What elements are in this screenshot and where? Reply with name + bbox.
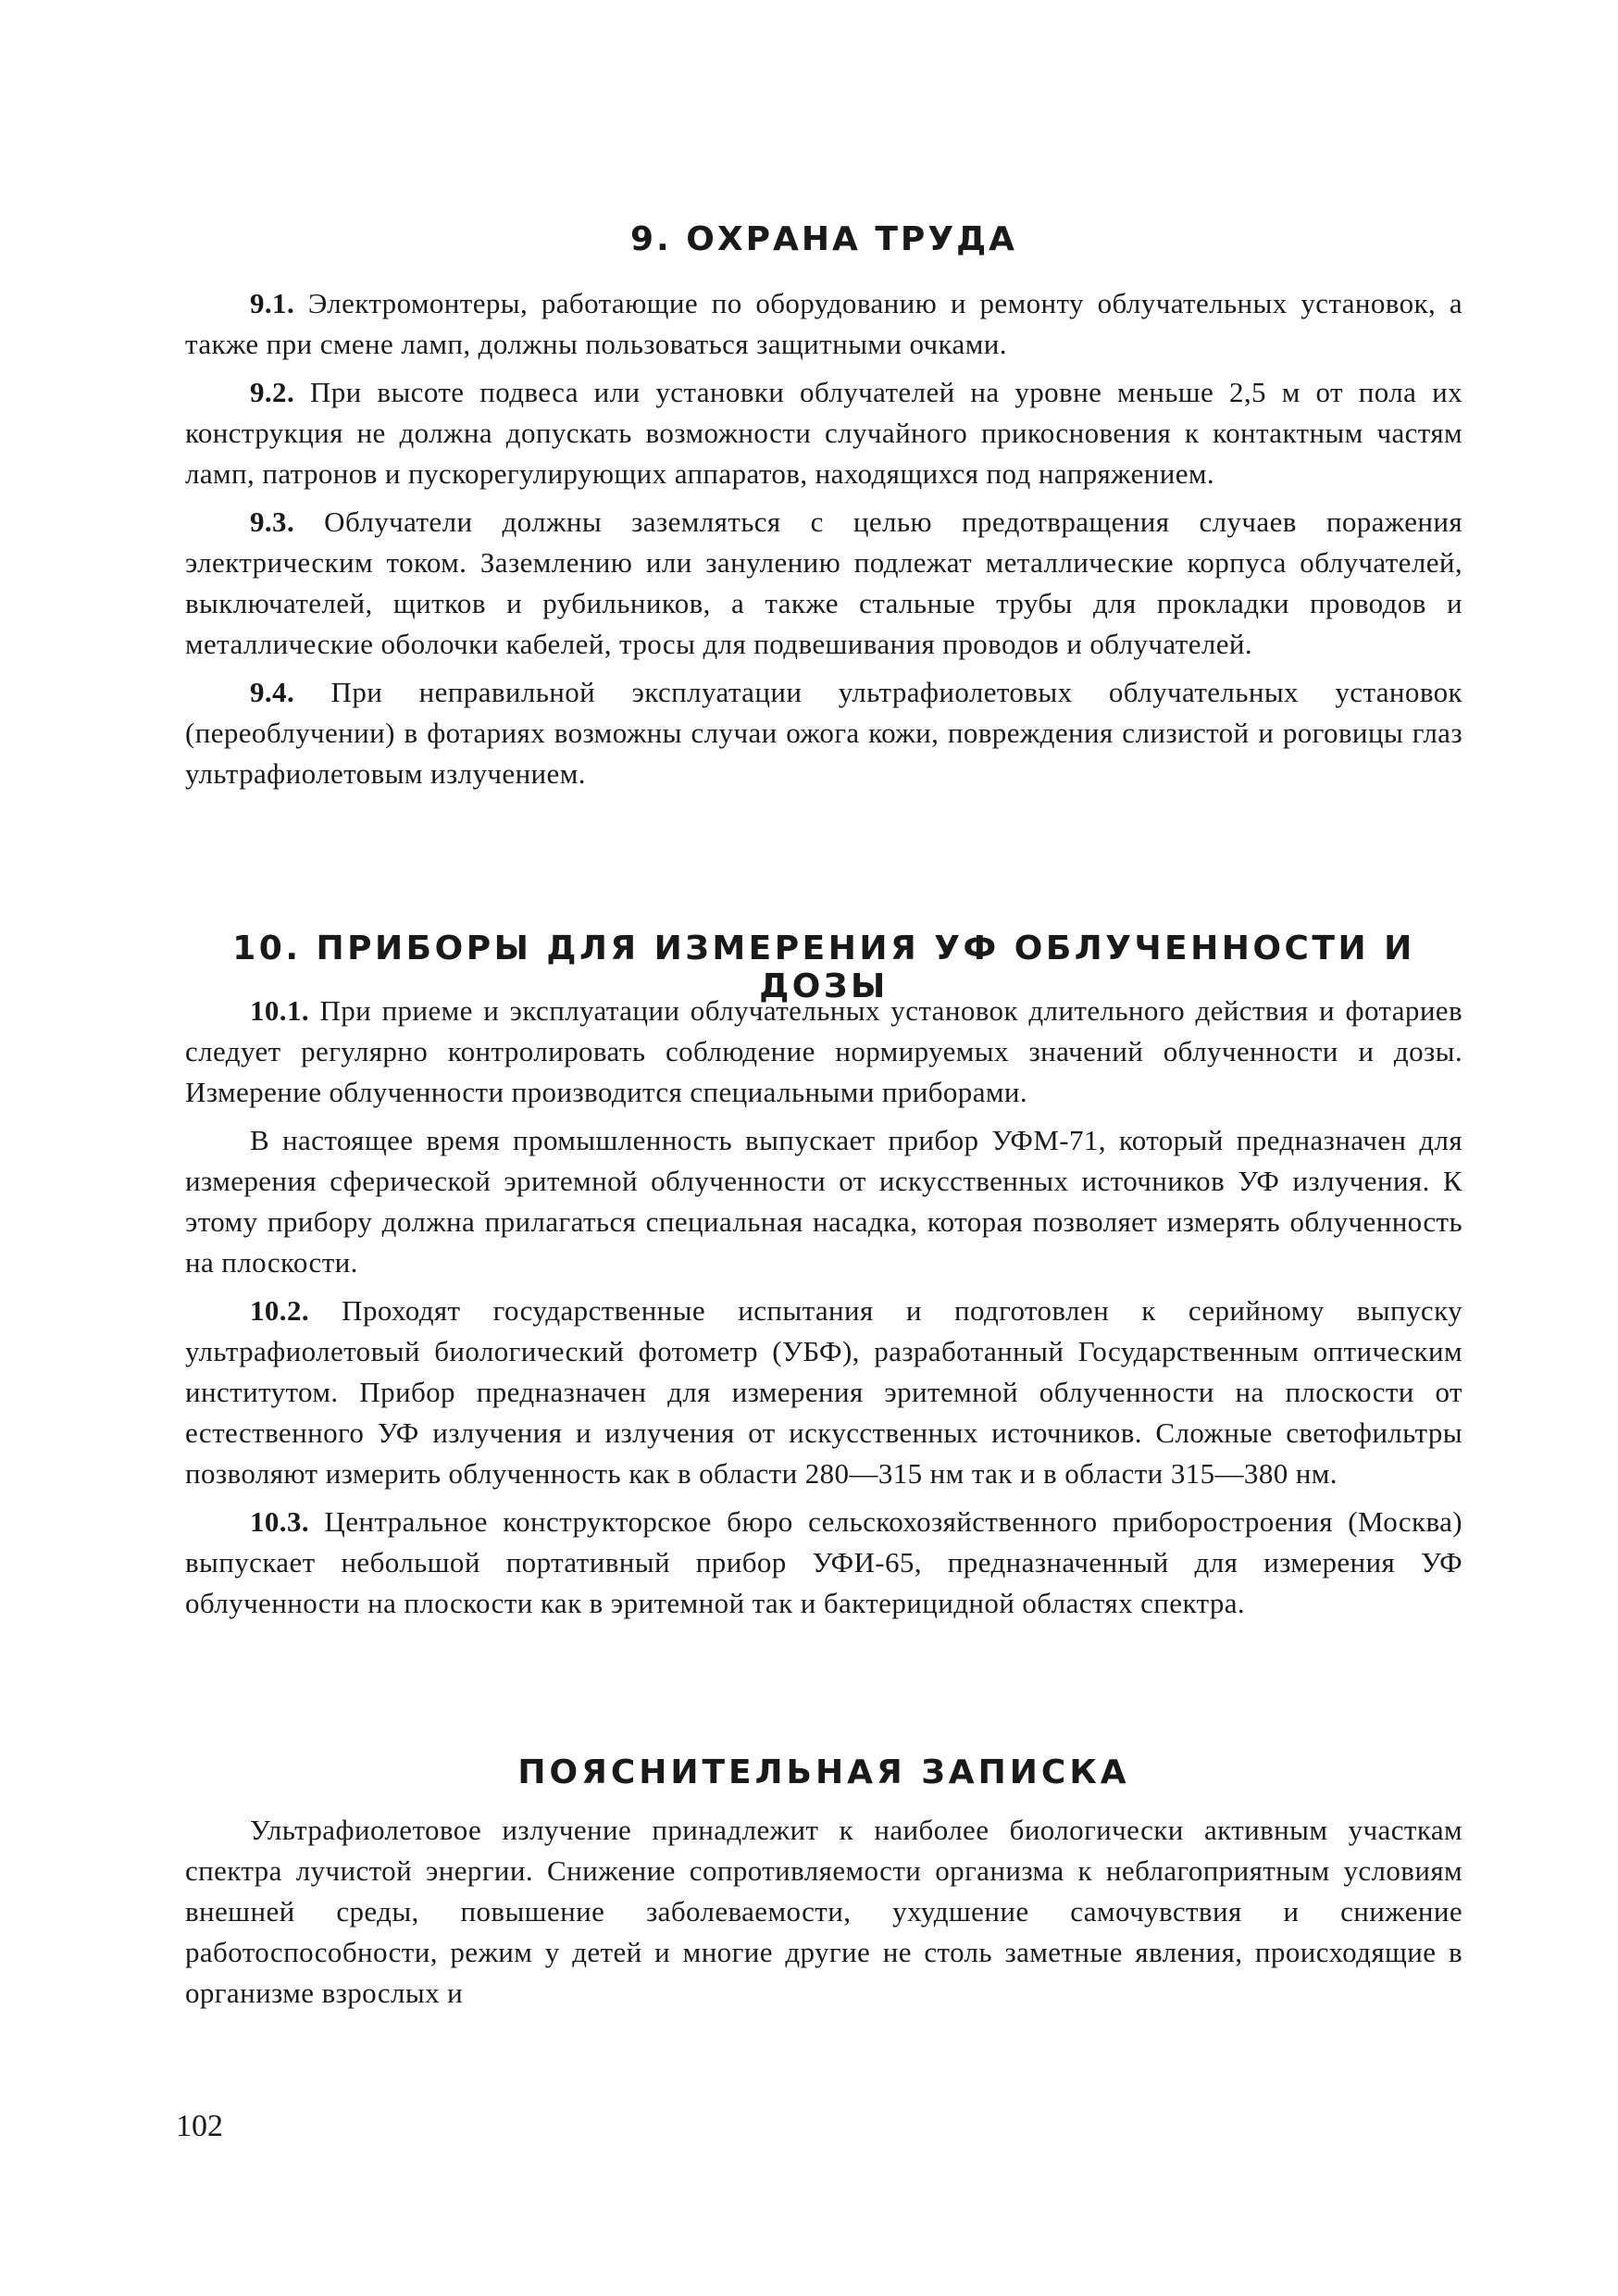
- paragraph-text: В настоящее время промышленность выпускает прибор УФМ-71, который предназначен для измерения сферической эритемной облученности от искусственных источников УФ излучения. К этому прибору должна прилагаться специальная насадка, которая позволяет измерять облученность на плоскости.: [185, 1124, 1462, 1279]
- paragraph-number: 9.4.: [250, 676, 295, 708]
- section-heading-uv-instruments: 10. ПРИБОРЫ ДЛЯ ИЗМЕРЕНИЯ УФ ОБЛУЧЕННОСТИ И ДОЗЫ: [232, 930, 1415, 1005]
- paragraph-number: 10.2.: [250, 1294, 309, 1327]
- paragraph-number: 9.1.: [250, 287, 295, 319]
- paragraph-9-3: [185, 502, 1462, 665]
- paragraph-text: Электромонтеры, работающие по оборудованию и ремонту облучательных установок, а также при смене ламп, должны пользоваться защитными очками.: [185, 287, 1462, 360]
- section-heading-labor-protection: 9. ОХРАНА ТРУДА: [629, 220, 1017, 258]
- paragraph-text: При высоте подвеса или установки облучателей на уровне меньше 2,5 м от пола их конструкция не должна допускать возможности случайного прикосновения к контактным частям ламп, патронов и пускорегулирующих аппаратов, находящихся под напряжением.: [185, 376, 1463, 490]
- paragraph-explanatory-1: [185, 1810, 1462, 2014]
- paragraph-number: 9.3.: [250, 505, 295, 538]
- paragraph-text: Облучатели должны заземляться с целью предотвращения случаев поражения электрическим током. Заземлению или занулению подлежат металлические корпуса облучателей, выключателей, щитков и рубильников, а также стальные трубы для прокладки проводов и металлические оболочки кабелей, тросы для подвешивания проводов и облучателей.: [185, 505, 1462, 660]
- paragraph-text: При неправильной эксплуатации ультрафиолетовых облучательных установок (переоблучении) в фотариях возможны случаи ожога кожи, повреждения слизистой и роговицы глаз ультрафиолетовым излучением.: [185, 676, 1463, 790]
- paragraph-9-4: [185, 672, 1462, 794]
- section-explanatory-note: [185, 1810, 1462, 2021]
- page-number: 102: [176, 2109, 223, 2143]
- paragraph-text: Центральное конструкторское бюро сельскохозяйственного приборостроения (Москва) выпускает небольшой портативный прибор УФИ-65, предназначенный для измерения УФ облученности на плоскости как в эритемной так и бактерицидной областях спектра.: [185, 1505, 1462, 1619]
- paragraph-10-1-cont: [185, 1120, 1462, 1283]
- paragraph-9-2: [185, 372, 1462, 494]
- section-labor-protection: [185, 283, 1462, 802]
- paragraph-9-1: [185, 283, 1462, 365]
- paragraph-10-2: [185, 1291, 1462, 1494]
- paragraph-text: Проходят государственные испытания и подготовлен к серийному выпуску ультрафиолетовый биологический фотометр (УБФ), разработанный Государственным оптическим институтом. Прибор предназначен для измерения эритемной облученности на плоскости от естественного УФ излучения и излучения от искусственных источников. Сложные светофильтры позволяют измерить облученность как в области 280—315 нм так и в области 315—380 нм.: [185, 1294, 1462, 1490]
- section-heading-explanatory-note: ПОЯСНИТЕЛЬНАЯ ЗАПИСКА: [517, 1753, 1130, 1791]
- section-uv-instruments: [185, 991, 1462, 1631]
- paragraph-10-3: [185, 1502, 1462, 1624]
- paragraph-number: 9.2.: [250, 376, 295, 408]
- paragraph-10-1: [185, 991, 1462, 1113]
- paragraph-text: Ультрафиолетовое излучение принадлежит к наиболее биологически активным участкам спектра лучистой энергии. Снижение сопротивляемости организма к неблагоприятным условиям внешней среды, повышение заболеваемости, ухудшение самочувствия и снижение работоспособности, режим у детей и многие другие не столь заметные явления, происходящие в организме взрослых и: [185, 1814, 1462, 2009]
- paragraph-number: 10.1.: [250, 994, 309, 1027]
- paragraph-text: При приеме и эксплуатации облучательных установок длительного действия и фотариев следует регулярно контролировать соблюдение нормируемых значений облученности и дозы. Измерение облученности производится специальными приборами.: [185, 994, 1463, 1108]
- paragraph-number: 10.3.: [250, 1505, 309, 1538]
